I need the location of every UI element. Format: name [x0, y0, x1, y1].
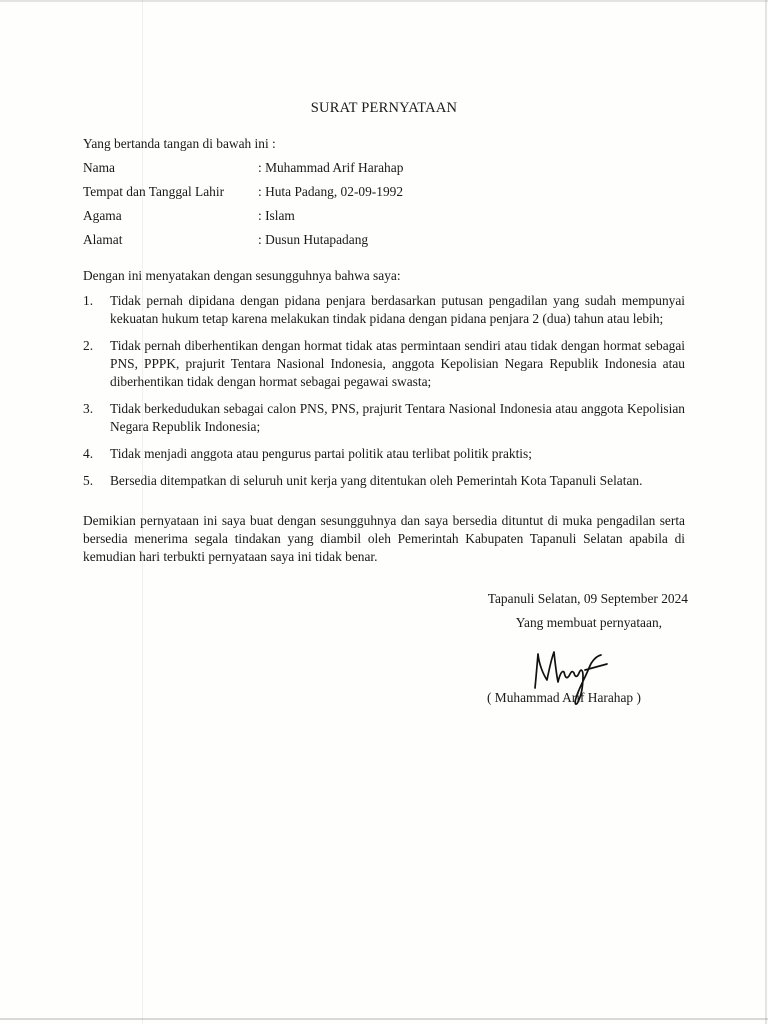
- identity-label: Nama: [83, 160, 115, 175]
- list-item-text: Tidak pernah dipidana dengan pidana penjara berdasarkan putusan pengadilan yang sudah mempunyai kekuatan hukum tetap karena melakukan tindak pidana dengan pidana penjara 2 (dua) tahun atau lebih;: [110, 293, 685, 326]
- identity-value: : Islam: [258, 208, 295, 223]
- identity-table: [83, 159, 403, 255]
- place-and-date: Tapanuli Selatan, 09 September 2024: [487, 591, 688, 606]
- declaration-intro: Dengan ini menyatakan dengan sesungguhnya bahwa saya:: [83, 268, 401, 283]
- scan-edge-top: [0, 0, 768, 2]
- list-item: [83, 445, 685, 463]
- scan-edge-bottom: [0, 1018, 768, 1020]
- identity-row-birth: [83, 183, 403, 207]
- closing-paragraph: Demikian pernyataan ini saya buat dengan sesungguhnya dan saya bersedia dituntut di muka pengadilan serta bersedia menerima segala tindakan yang diambil oleh Pemerintah Kabupaten Tapanuli Selatan apabila di kemudian hari terbukti pernyataan saya ini tidak benar.: [83, 513, 685, 564]
- intro-text: Yang bertanda tangan di bawah ini :: [83, 136, 276, 151]
- identity-row-address: [83, 231, 403, 255]
- declaration-list: [83, 292, 685, 499]
- identity-label: Tempat dan Tanggal Lahir: [83, 184, 225, 199]
- signatory-caption: Yang membuat pernyataan,: [515, 615, 662, 630]
- list-item: [83, 337, 685, 391]
- identity-label: Alamat: [83, 232, 123, 247]
- list-item: [83, 472, 685, 490]
- list-item-number: 5.: [83, 473, 94, 488]
- identity-row-religion: [83, 207, 403, 231]
- list-item-text: Tidak menjadi anggota atau pengurus partai politik atau terlibat politik praktis;: [110, 446, 532, 461]
- identity-value: : Dusun Hutapadang: [258, 232, 369, 247]
- identity-label: Agama: [83, 208, 122, 223]
- identity-row-name: [83, 159, 403, 183]
- list-item-text: Tidak berkedudukan sebagai calon PNS, PNS, prajurit Tentara Nasional Indonesia atau anggota Kepolisian Negara Republik Indonesia;: [110, 401, 685, 434]
- list-item-number: 2.: [83, 338, 94, 353]
- list-item-number: 4.: [83, 446, 94, 461]
- list-item: [83, 292, 685, 328]
- scan-edge-right: [765, 0, 767, 1024]
- list-item-number: 3.: [83, 401, 94, 416]
- identity-value: : Muhammad Arif Harahap: [258, 160, 404, 175]
- list-item-text: Tidak pernah diberhentikan dengan hormat tidak atas permintaan sendiri atau tidak dengan hormat sebagai PNS, PPPK, prajurit Tentara Nasional Indonesia, anggota Kepolisian Negara Republik Indonesia atau diberhentikan tidak dengan hormat sebagai pegawai swasta;: [110, 338, 685, 389]
- list-item-number: 1.: [83, 293, 94, 308]
- list-item: [83, 400, 685, 436]
- signer-name: ( Muhammad Arif Harahap ): [487, 690, 641, 705]
- document-title: SURAT PERNYATAAN: [310, 100, 458, 116]
- identity-value: : Huta Padang, 02-09-1992: [258, 184, 404, 199]
- list-item-text: Bersedia ditempatkan di seluruh unit kerja yang ditentukan oleh Pemerintah Kota Tapanuli Selatan.: [110, 473, 643, 488]
